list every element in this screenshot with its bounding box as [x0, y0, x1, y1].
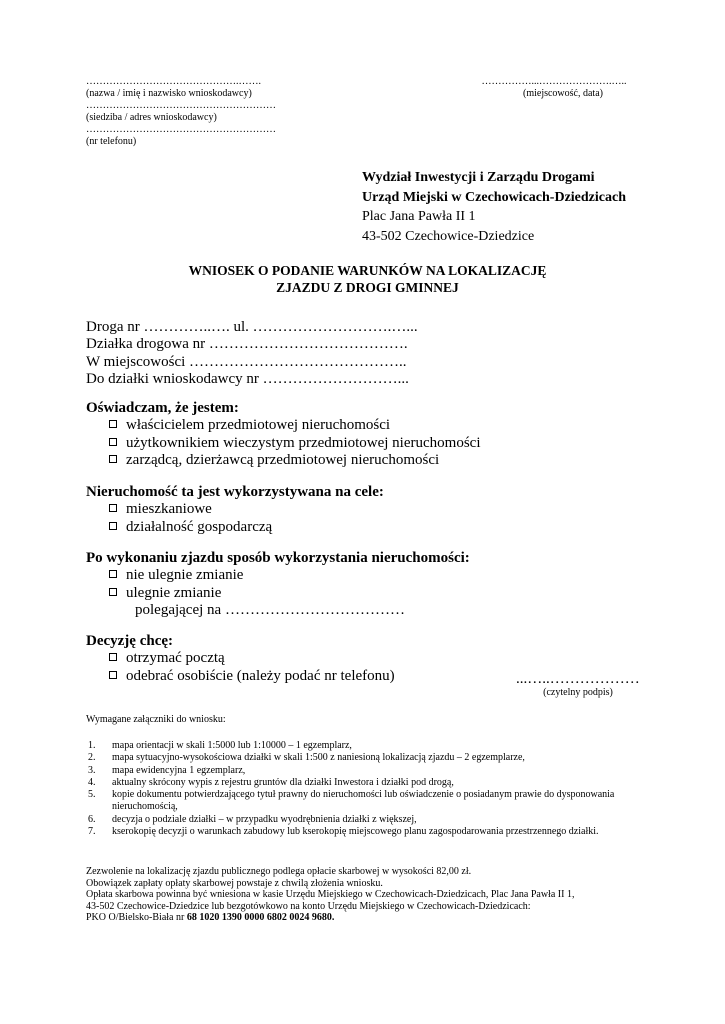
place-date-label: (miejscowość, data) — [523, 88, 603, 99]
applicant-block — [86, 76, 276, 148]
list-item-text: aktualny skrócony wypis z rejestru gruntów dla działki Inwestora i działki pod drogą, — [112, 776, 454, 788]
checkbox[interactable] — [109, 588, 117, 596]
signature-label: (czytelny podpis) — [543, 687, 613, 699]
list-item-number: 1. — [88, 740, 96, 751]
applicant-name-dots[interactable]: ……………………………………….……. — [86, 76, 261, 87]
option-perpetual-user[interactable] — [86, 435, 481, 452]
recipient-department: Wydział Inwestycji i Zarządu Drogami — [362, 170, 595, 185]
list-item-number: 7. — [88, 826, 96, 838]
signature-dots[interactable]: ...…..……………… — [516, 671, 640, 687]
applicant-address-dots[interactable]: ………………………………………………… — [86, 100, 276, 111]
fee-note — [86, 866, 574, 924]
usage-heading: Nieruchomość ta jest wykorzystywana na cele: — [86, 484, 384, 500]
option-no-change[interactable] — [86, 567, 470, 584]
option-label: użytkownikiem wieczystym przedmiotowej nieruchomości — [126, 434, 481, 451]
option-in-person[interactable] — [86, 668, 395, 685]
checkbox[interactable] — [109, 420, 117, 428]
list-item — [86, 777, 652, 789]
fee-line-3: Opłata skarbowa powinna być wniesiona w kasie Urzędu Miejskiego w Czechowicach-Dziedzicach, Plac Jana Pawła II 1, — [86, 889, 575, 901]
title-line-1: WNIOSEK O PODANIE WARUNKÓW NA LOKALIZACJĘ — [188, 263, 547, 278]
place-date-dots[interactable]: ……………...………………….….. — [481, 76, 627, 87]
road-fields — [86, 319, 418, 389]
change-detail-field[interactable]: polegającej na ……………………………… — [135, 602, 405, 619]
signature-block — [516, 671, 640, 699]
fee-line-5 — [86, 912, 574, 924]
list-item-text: mapa sytuacyjno-wysokościowa działki w skali 1:500 z naniesioną lokalizacją zjazdu – 2 egzemplarze, — [112, 752, 525, 764]
after-section — [86, 550, 470, 620]
option-business[interactable] — [86, 519, 384, 536]
recipient-office: Urząd Miejski w Czechowicach-Dziedzicach — [362, 189, 626, 205]
checkbox[interactable] — [109, 671, 117, 679]
applicant-name-label: (nazwa / imię i nazwisko wnioskodawcy) — [86, 88, 252, 99]
option-label: właścicielem przedmiotowej nieruchomości — [126, 417, 391, 434]
list-item-number: 3. — [88, 764, 96, 776]
checkbox[interactable] — [109, 455, 117, 463]
bank-account-number: 68 1020 1390 0000 6802 0024 9680. — [186, 912, 335, 924]
attachments-list — [86, 740, 652, 838]
fee-line-2: Obowiązek zapłaty opłaty skarbowej powstaje z chwilą złożenia wniosku. — [86, 877, 383, 889]
fee-line-1: Zezwolenie na lokalizację zjazdu publicznego podlega opłacie skarbowej w wysokości 82,00 zł. — [86, 866, 472, 877]
option-residential[interactable] — [86, 501, 384, 518]
option-owner[interactable] — [86, 417, 481, 434]
list-item — [86, 752, 652, 764]
decision-heading: Decyzję chcę: — [86, 633, 174, 649]
list-item-number: 4. — [88, 776, 96, 788]
declaration-heading: Oświadczam, że jestem: — [86, 400, 239, 416]
recipient-street: Plac Jana Pawła II 1 — [362, 209, 476, 224]
list-item — [86, 814, 652, 826]
attachments-heading: Wymagane załączniki do wniosku: — [86, 714, 226, 725]
list-item — [86, 826, 652, 838]
recipient-city: 43-502 Czechowice-Dziedzice — [362, 228, 535, 244]
option-label: odebrać osobiście (należy podać nr telefonu) — [126, 667, 395, 684]
usage-section — [86, 484, 384, 536]
list-item-text: mapa orientacji w skali 1:5000 lub 1:10000 – 1 egzemplarz, — [112, 740, 352, 751]
recipient-block — [362, 168, 626, 246]
checkbox[interactable] — [109, 570, 117, 578]
applicant-phone-dots[interactable]: ………………………………………………… — [86, 124, 276, 135]
fee-line-4: 43-502 Czechowice-Dziedzice lub bezgotówkowo na konto Urzędu Miejskiego w Czechowicach-Dziedzicach: — [86, 900, 531, 912]
road-plot-field[interactable]: Działka drogowa nr …………………………………. — [86, 336, 408, 353]
page-title — [0, 262, 725, 296]
list-item-text: kserokopię decyzji o warunkach zabudowy lub kserokopię miejscowego planu zagospodarowania przestrzennego działki. — [112, 826, 599, 838]
title-line-2: ZJAZDU Z DROGI GMINNEJ — [276, 280, 459, 295]
place-date-block — [466, 76, 642, 100]
list-item-text: decyzja o podziale działki – w przypadku wyodrębnienia działki z większej, — [112, 813, 417, 825]
after-heading: Po wykonaniu zjazdu sposób wykorzystania nieruchomości: — [86, 550, 470, 566]
applicant-address-label: (siedziba / adres wnioskodawcy) — [86, 112, 217, 123]
checkbox[interactable] — [109, 522, 117, 530]
list-item-number: 6. — [88, 813, 96, 825]
option-by-post[interactable] — [86, 650, 395, 667]
applicant-phone-label: (nr telefonu) — [86, 136, 137, 147]
option-label: nie ulegnie zmianie — [126, 567, 244, 584]
locality-field[interactable]: W miejscowości …………………………………….. — [86, 353, 407, 370]
checkbox[interactable] — [109, 438, 117, 446]
list-item — [86, 740, 652, 752]
decision-section — [86, 633, 395, 685]
list-item — [86, 765, 652, 777]
list-item-number: 5. — [88, 789, 96, 801]
option-label: ulegnie zmianie — [126, 584, 222, 601]
list-item-text: mapa ewidencyjna 1 egzemplarz, — [112, 764, 246, 776]
checkbox[interactable] — [109, 653, 117, 661]
option-manager-tenant[interactable] — [86, 452, 481, 469]
option-label: mieszkaniowe — [126, 501, 212, 518]
road-number-field[interactable]: Droga nr …………..…. ul. ……………………….…... — [86, 319, 418, 335]
bank-prefix: PKO O/Bielsko-Biała nr — [86, 912, 187, 924]
declaration-section — [86, 400, 481, 470]
list-item — [86, 789, 652, 814]
list-item-number: 2. — [88, 752, 96, 764]
checkbox[interactable] — [109, 504, 117, 512]
option-label: otrzymać pocztą — [126, 650, 225, 667]
list-item-text: kopie dokumentu potwierdzającego tytuł prawny do nieruchomości lub oświadczenie o posiadanym prawie do dysponowania nieruchomością, — [112, 789, 615, 813]
applicant-plot-field[interactable]: Do działki wnioskodawcy nr ………………………... — [86, 371, 409, 388]
option-change[interactable] — [86, 585, 470, 602]
option-label: działalność gospodarczą — [126, 518, 273, 535]
option-label: zarządcą, dzierżawcą przedmiotowej nieruchomości — [126, 452, 440, 469]
